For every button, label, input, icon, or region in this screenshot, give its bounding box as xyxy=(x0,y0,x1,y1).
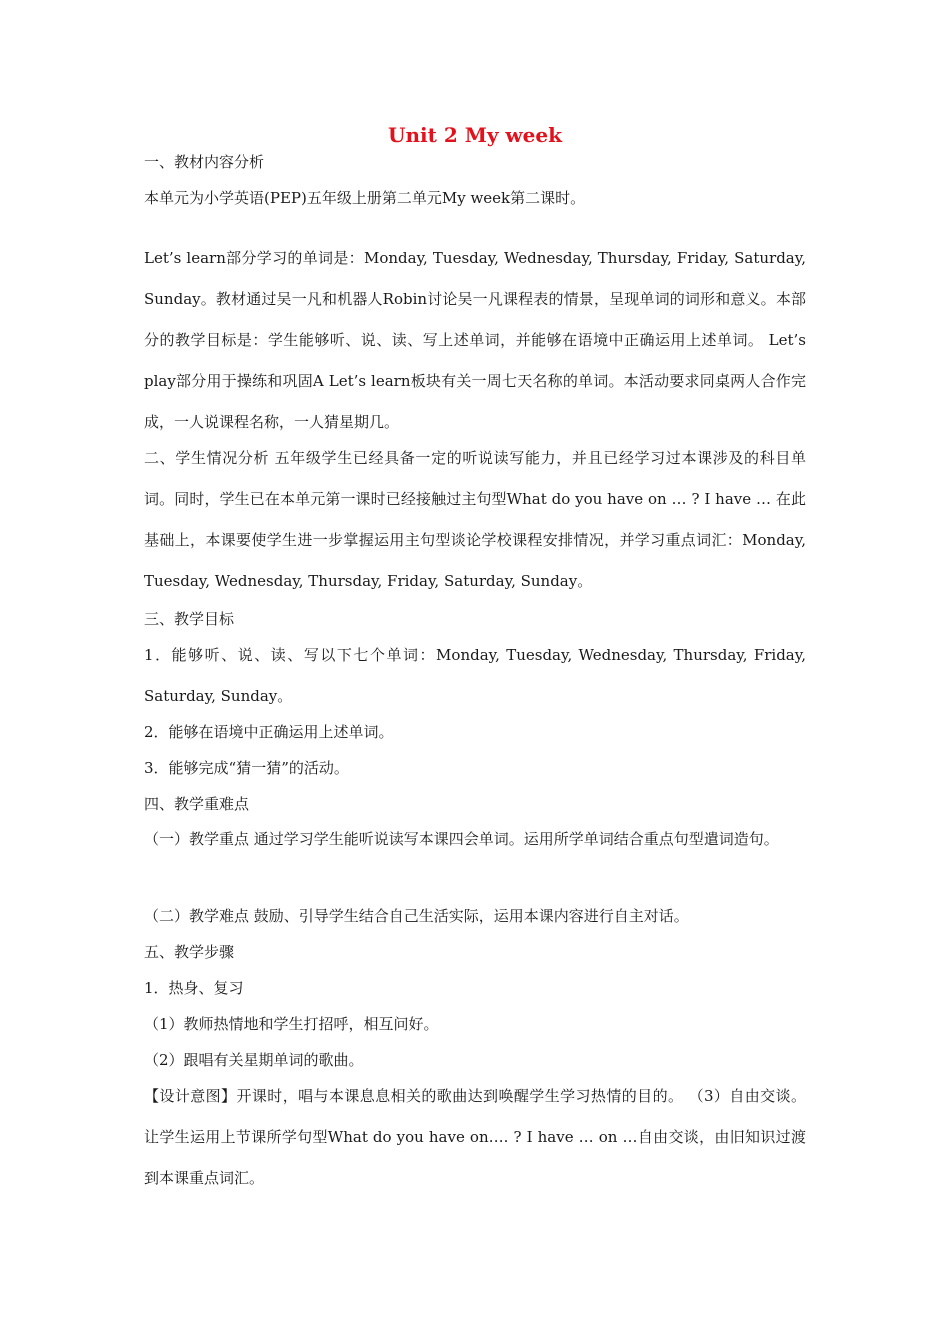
section3-heading: 三、教学目标 xyxy=(144,610,235,628)
document-title: Unit 2 My week xyxy=(388,123,562,147)
section1-intro: 本单元为小学英语(PEP)五年级上册第二单元My week第二课时。 xyxy=(144,189,586,207)
section5-step-1: 1．热身、复习 xyxy=(144,979,244,997)
section4-heading: 四、教学重难点 xyxy=(144,795,250,813)
section3-item-2: 2．能够在语境中正确运用上述单词。 xyxy=(144,723,394,741)
section3-item-3: 3．能够完成“猜一猜”的活动。 xyxy=(144,759,349,777)
section5-step-1a: （1）教师热情地和学生打招呼，相互问好。 xyxy=(144,1015,439,1033)
section4-item-2: （二）教学难点 鼓励、引导学生结合自己生活实际，运用本课内容进行自主对话。 xyxy=(144,907,689,925)
section1-heading: 一、教材内容分析 xyxy=(144,153,265,171)
section3-item-1: 1．能够听、说、读、写以下七个单词：Monday, Tuesday, Wednesday, Thursday, Friday, Saturday, Sunday。 xyxy=(144,646,806,705)
section5-heading: 五、教学步骤 xyxy=(144,943,235,961)
section4-item-1: （一）教学重点 通过学习学生能听说读写本课四会单词。运用所学单词结合重点句型遣词造句。 xyxy=(144,830,779,848)
section1-body: Let’s learn部分学习的单词是：Monday, Tuesday, Wednesday, Thursday, Friday, Saturday, Sunday。教材通过吴一凡和机器人Robin讨论吴一凡课程表的情景，呈现单词的词形和意义。本部分的教学目标是：学生能够听、说、读、写上述单词，并能够在语境中正确运用上述单词。 Let’s play部分用于操练和巩固A Let’s learn板块有关一周七天名称的单词。本活动要求同桌两人合作完成，一人说课程名称，一人猜星期几。 xyxy=(144,249,806,431)
section5-step-1b: （2）跟唱有关星期单词的歌曲。 xyxy=(144,1051,364,1069)
section2-body: 二、学生情况分析 五年级学生已经具备一定的听说读写能力，并且已经学习过本课涉及的科目单词。同时，学生已在本单元第一课时已经接触过主句型What do you have on … ? I have … 在此基础上，本课要使学生进一步掌握运用主句型谈论学校课程安排情况，并学习重点词汇：Monday, Tuesday, Wednesday, Thursday, Friday, Saturday, Sunday。 xyxy=(144,449,806,590)
section5-design-intent: 【设计意图】开课时，唱与本课息息相关的歌曲达到唤醒学生学习热情的目的。 （3）自由交谈。 让学生运用上节课所学句型What do you have on…. ? I have … on …自由交谈，由旧知识过渡到本课重点词汇。 xyxy=(144,1087,806,1187)
